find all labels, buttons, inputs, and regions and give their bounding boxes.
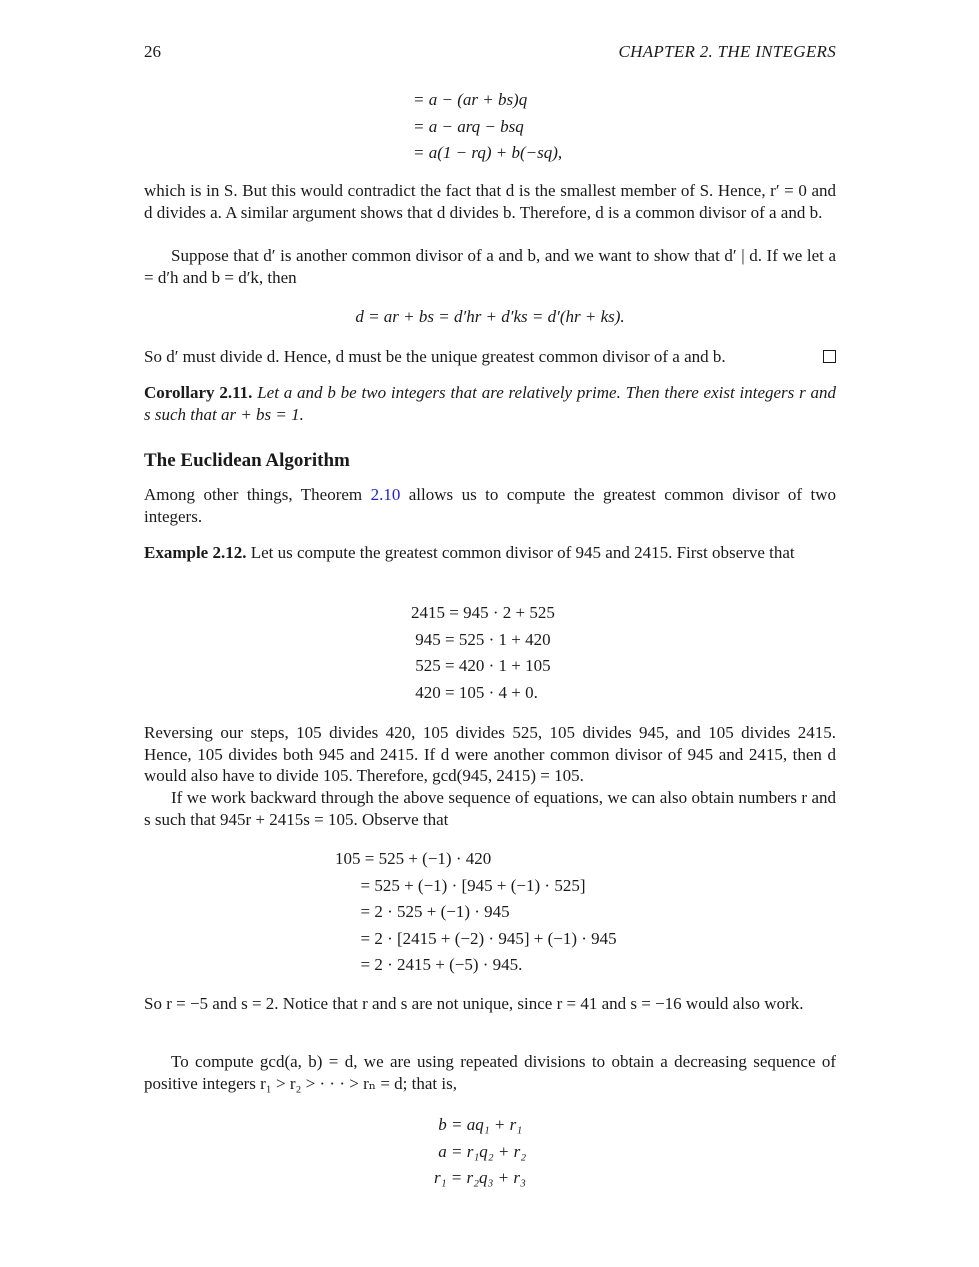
paragraph-6: If we work backward through the above sequence of equations, we can also obtain numbers r and s such that 945r + 2415s = 105. Observe that [144, 788, 836, 829]
corollary-text: Let a and b be two integers that are relatively prime. Then there exist integers r and s such that ar + bs = 1. [144, 383, 837, 424]
paragraph-4-text: Among other things, Theorem [144, 485, 371, 504]
page-number: 26 [144, 42, 161, 61]
equation-line: = 2 · 525 + (−1) · 945 [335, 902, 510, 921]
equation-line: = 525 + (−1) · [945 + (−1) · 525] [335, 875, 586, 895]
example-text: Let us compute the greatest common divisor of 945 and 2415. First observe that [250, 543, 795, 562]
equation-line: 945 = 525 · 1 + 420 [411, 629, 551, 649]
paragraph-8: To compute gcd(a, b) = d, we are using repeated divisions to obtain a decreasing sequence of positive integers r₁ > r₂ > · · · > rₙ = d; that is, [144, 1052, 836, 1093]
paragraph-4-text-end: allows us to compute the greatest common divisor of two integers. [144, 485, 836, 526]
paragraph-2: Suppose that d′ is another common divisor of a and b, and we want to show that d′ | d. If we let a = d′h and b = d′k, then [144, 246, 836, 287]
equation-line: = a(1 − rq) + b(−sq), [413, 143, 563, 162]
paragraph-5: Reversing our steps, 105 divides 420, 105 divides 525, 105 divides 945, and 105 divides 2415. Hence, 105 divides both 945 and 2415. If d were another common divisor of 945 and 2415, then d would also have to divide 105. Therefore, gcd(945, 2415) = 105. [144, 723, 836, 785]
equation-line: = 2 · [2415 + (−2) · 945] + (−1) · 945 [335, 928, 617, 948]
equation-line: 420 = 105 · 4 + 0. [411, 682, 538, 702]
equation-line: r₁ = r₂q₃ + r₃ [434, 1168, 526, 1187]
equation-block-backward [335, 846, 617, 979]
equation-line: 2415 = 945 · 2 + 525 [411, 603, 555, 622]
paragraph-3 [144, 346, 836, 368]
corollary-label: Corollary 2.11. [144, 383, 253, 402]
example [144, 542, 836, 564]
paragraph-7: So r = −5 and s = 2. Notice that r and s are not unique, since r = 41 and s = −16 would also work. [144, 994, 804, 1013]
equation-line: = a − (ar + bs)q [413, 90, 528, 109]
theorem-link[interactable]: 2.10 [370, 485, 401, 504]
paragraph-3-text: So d′ must divide d. Hence, d must be the unique greatest common divisor of a and b. [144, 347, 726, 366]
equation-line: 105 = 525 + (−1) · 420 [335, 849, 492, 868]
equation-line: = a − arq − bsq [413, 116, 524, 136]
equation-line: b = aq₁ + r₁ [434, 1115, 523, 1134]
equation-line: = 2 · 2415 + (−5) · 945. [335, 955, 523, 974]
equation-line: a = r₁q₂ + r₂ [434, 1141, 527, 1161]
equation-block-top [413, 87, 562, 167]
section-heading: The Euclidean Algorithm [144, 450, 350, 471]
corollary [144, 382, 836, 425]
qed-box-icon [823, 350, 836, 363]
paragraph-4 [144, 484, 836, 527]
chapter-title: CHAPTER 2. THE INTEGERS [618, 42, 836, 61]
equation-block-division [411, 600, 555, 706]
equation-line: 525 = 420 · 1 + 105 [411, 656, 551, 675]
paragraph-1: which is in S. But this would contradict the fact that d is the smallest member of S. Hence, r′ = 0 and d divides a. A similar argument shows that d divides b. Therefore, d is a common divisor of a and b. [144, 181, 836, 222]
example-label: Example 2.12. [144, 543, 247, 562]
equation-d: d = ar + bs = d′hr + d′ks = d′(hr + ks). [355, 307, 625, 326]
equation-block-sequence [434, 1112, 526, 1192]
